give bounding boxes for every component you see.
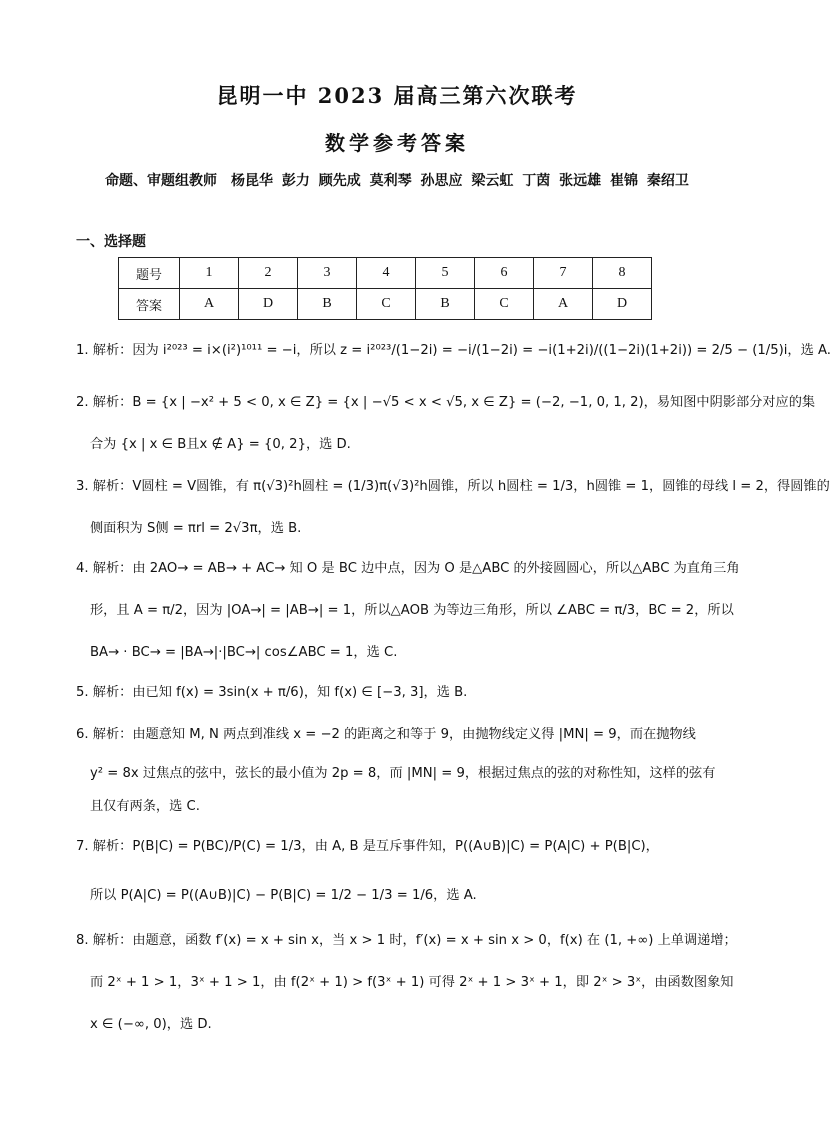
solution-line: 1. 解析：因为 i²⁰²³ = i×(i²)¹⁰¹¹ = −i，所以 z = i²⁰²³/(1−2i) = −i/(1−2i) = −i(1+2i)/((1−2i)(1+2i)) = 2/5 − (1/5)i，选 A. [76,343,831,358]
solution-line: BA→ · BC→ = |BA→|·|BC→| cos∠ABC = 1，选 C. [90,645,398,660]
solution-line: y² = 8x 过焦点的弦中，弦长的最小值为 2p = 8，而 |MN| = 9，根据过焦点的弦的对称性知，这样的弦有 [90,766,716,781]
table-header-cell: 题号 [119,258,180,289]
table-header-cell: 答案 [119,289,180,320]
authors-line: 命题、审题组教师 杨昆华 彭力 顾先成 莫利琴 孙思应 梁云虹 丁茵 张远雄 崔锦 秦绍卫 [105,173,689,189]
solution-7 [76,826,718,924]
answer-cell: D [239,289,298,320]
solution-line: 合为 {x | x ∈ B且x ∉ A} = {0, 2}，选 D. [90,437,351,452]
solution-1 [76,330,831,372]
solution-line: 侧面积为 S侧 = πrl = 2√3π，选 B. [90,521,302,536]
question-number-cell: 1 [180,258,239,289]
section-heading-multiple-choice: 一、选择题 [76,234,146,250]
answer-cell: B [416,289,475,320]
solution-3 [76,466,830,550]
document-subtitle: 数学参考答案 [325,131,469,155]
question-number-cell: 2 [239,258,298,289]
question-number-cell: 3 [298,258,357,289]
solution-line: 所以 P(A|C) = P((A∪B)|C) − P(B|C) = 1/2 − 1/3 = 1/6，选 A. [90,888,477,903]
answer-cell: D [593,289,652,320]
solution-line: 6. 解析：由题意知 M, N 两点到准线 x = −2 的距离之和等于 9，由抛物线定义得 |MN| = 9，而在抛物线 [76,727,696,742]
table-row-answers [119,289,652,320]
solution-line: 2. 解析：B = {x | −x² + 5 < 0, x ∈ Z} = {x | −√5 < x < √5, x ∈ Z} = (−2, −1, 0, 1, 2)，易知图中阴影部分对应的集 [76,395,816,410]
table-row-question-numbers [119,258,652,289]
solution-line: x ∈ (−∞, 0)，选 D. [90,1017,212,1032]
answer-cell: A [180,289,239,320]
solution-5 [76,672,718,714]
answer-table [118,257,652,320]
solution-line: 且仅有两条，选 C. [90,799,200,814]
answer-cell: C [357,289,416,320]
solution-line: 4. 解析：由 2AO→ = AB→ + AC→ 知 O 是 BC 边中点，因为 O 是△ABC 的外接圆圆心，所以△ABC 为直角三角 [76,561,740,576]
solution-2 [76,382,816,466]
answer-cell: B [298,289,357,320]
solution-8 [76,920,737,1046]
answer-cell: C [475,289,534,320]
question-number-cell: 4 [357,258,416,289]
solution-line: 7. 解析：P(B|C) = P(BC)/P(C) = 1/3，由 A, B 是互斥事件知，P((A∪B)|C) = P(A|C) + P(B|C)， [76,839,659,854]
solution-line: 而 2ˣ + 1 > 1，3ˣ + 1 > 1，由 f(2ˣ + 1) > f(3ˣ + 1) 可得 2ˣ + 1 > 3ˣ + 1，即 2ˣ > 3ˣ，由函数图象知 [90,975,734,990]
solution-6 [76,714,718,822]
solution-line: 8. 解析：由题意，函数 f′(x) = x + sin x，当 x > 1 时，f′(x) = x + sin x > 0，f(x) 在 (1, +∞) 上单调递增； [76,933,737,948]
question-number-cell: 7 [534,258,593,289]
solution-line: 3. 解析：V圆柱 = V圆锥，有 π(√3)²h圆柱 = (1/3)π(√3)²h圆锥，所以 h圆柱 = 1/3，h圆锥 = 1，圆锥的母线 l = 2，得圆锥的 [76,479,830,494]
document-title: 昆明一中 2023 届高三第六次联考 [216,83,578,108]
question-number-cell: 5 [416,258,475,289]
solution-4 [76,548,740,674]
solution-line: 5. 解析：由已知 f(x) = 3sin(x + π/6)，知 f(x) ∈ [−3, 3]，选 B. [76,685,468,700]
answer-cell: A [534,289,593,320]
solution-line: 形，且 A = π/2，因为 |OA→| = |AB→| = 1，所以△AOB 为等边三角形，所以 ∠ABC = π/3，BC = 2，所以 [90,603,734,618]
question-number-cell: 6 [475,258,534,289]
question-number-cell: 8 [593,258,652,289]
